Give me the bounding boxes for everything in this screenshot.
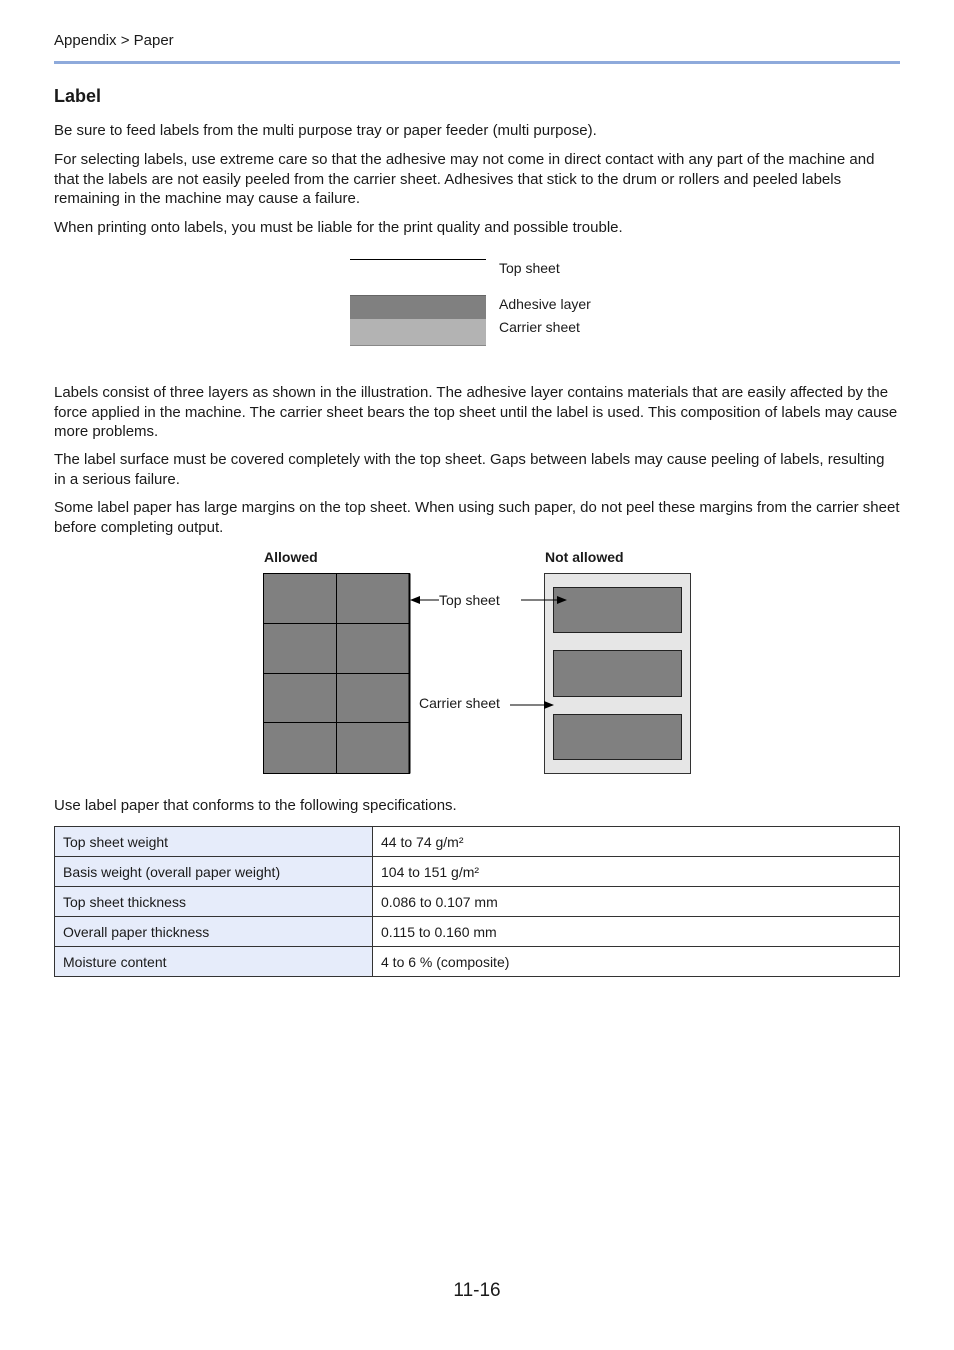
spec-key: Basis weight (overall paper weight)	[55, 857, 373, 887]
paragraph-three-layers: Labels consist of three layers as shown in the illustration. The adhesive layer contains materials that are easily affected by the force applied in the machine. The carrier sheet bears the top sheet until the label is used. This composition of labels may cause more problems.	[54, 384, 898, 440]
table-row	[55, 887, 900, 917]
spec-value: 0.086 to 0.107 mm	[373, 887, 900, 917]
not-allowed-sheet	[545, 574, 691, 774]
label-rect	[554, 715, 682, 760]
carrier-sheet-label: Carrier sheet	[499, 319, 580, 335]
top-sheet-label: Top sheet	[499, 260, 560, 276]
table-row	[55, 827, 900, 857]
breadcrumb: Appendix > Paper	[54, 32, 174, 49]
paragraph-label-surface: The label surface must be covered completely with the top sheet. Gaps between labels may cause peeling of labels, resulting in a serious failure.	[54, 451, 885, 488]
not-allowed-caption: Not allowed	[545, 549, 624, 565]
paragraph-liability: When printing onto labels, you must be liable for the print quality and possible trouble.	[54, 219, 623, 236]
carrier-sheet-callout: Carrier sheet	[419, 695, 500, 711]
spec-value: 104 to 151 g/m²	[373, 857, 900, 887]
allowed-caption: Allowed	[264, 549, 318, 565]
paragraph-feed-labels: Be sure to feed labels from the multi purpose tray or paper feeder (multi purpose).	[54, 122, 597, 139]
section-title: Label	[54, 86, 102, 106]
table-row	[55, 857, 900, 887]
spec-key: Top sheet thickness	[55, 887, 373, 917]
spec-value: 0.115 to 0.160 mm	[373, 917, 900, 947]
table-row	[55, 947, 900, 977]
page-number: 11-16	[453, 1280, 501, 1301]
top-sheet-callout: Top sheet	[439, 592, 500, 608]
spec-key: Overall paper thickness	[55, 917, 373, 947]
spec-value: 44 to 74 g/m²	[373, 827, 900, 857]
label-rect	[554, 588, 682, 633]
paragraph-margins: Some label paper has large margins on the top sheet. When using such paper, do not peel these margins from the carrier sheet before completing output.	[54, 499, 900, 536]
spec-table	[54, 826, 900, 977]
spec-key: Top sheet weight	[55, 827, 373, 857]
spec-value: 4 to 6 % (composite)	[373, 947, 900, 977]
spec-key: Moisture content	[55, 947, 373, 977]
allowed-sheet	[264, 574, 410, 774]
paragraph-selecting-labels: For selecting labels, use extreme care so that the adhesive may not come in direct contact with any part of the machine and that the labels are not easily peeled from the carrier sheet. Adhesives that stick to the drum or rollers and peeled labels remaining in the machine may cause a failure.	[54, 151, 875, 207]
adhesive-layer-label: Adhesive layer	[499, 296, 591, 312]
table-row	[55, 917, 900, 947]
label-rect	[554, 651, 682, 697]
paragraph-specifications: Use label paper that conforms to the following specifications.	[54, 797, 457, 814]
